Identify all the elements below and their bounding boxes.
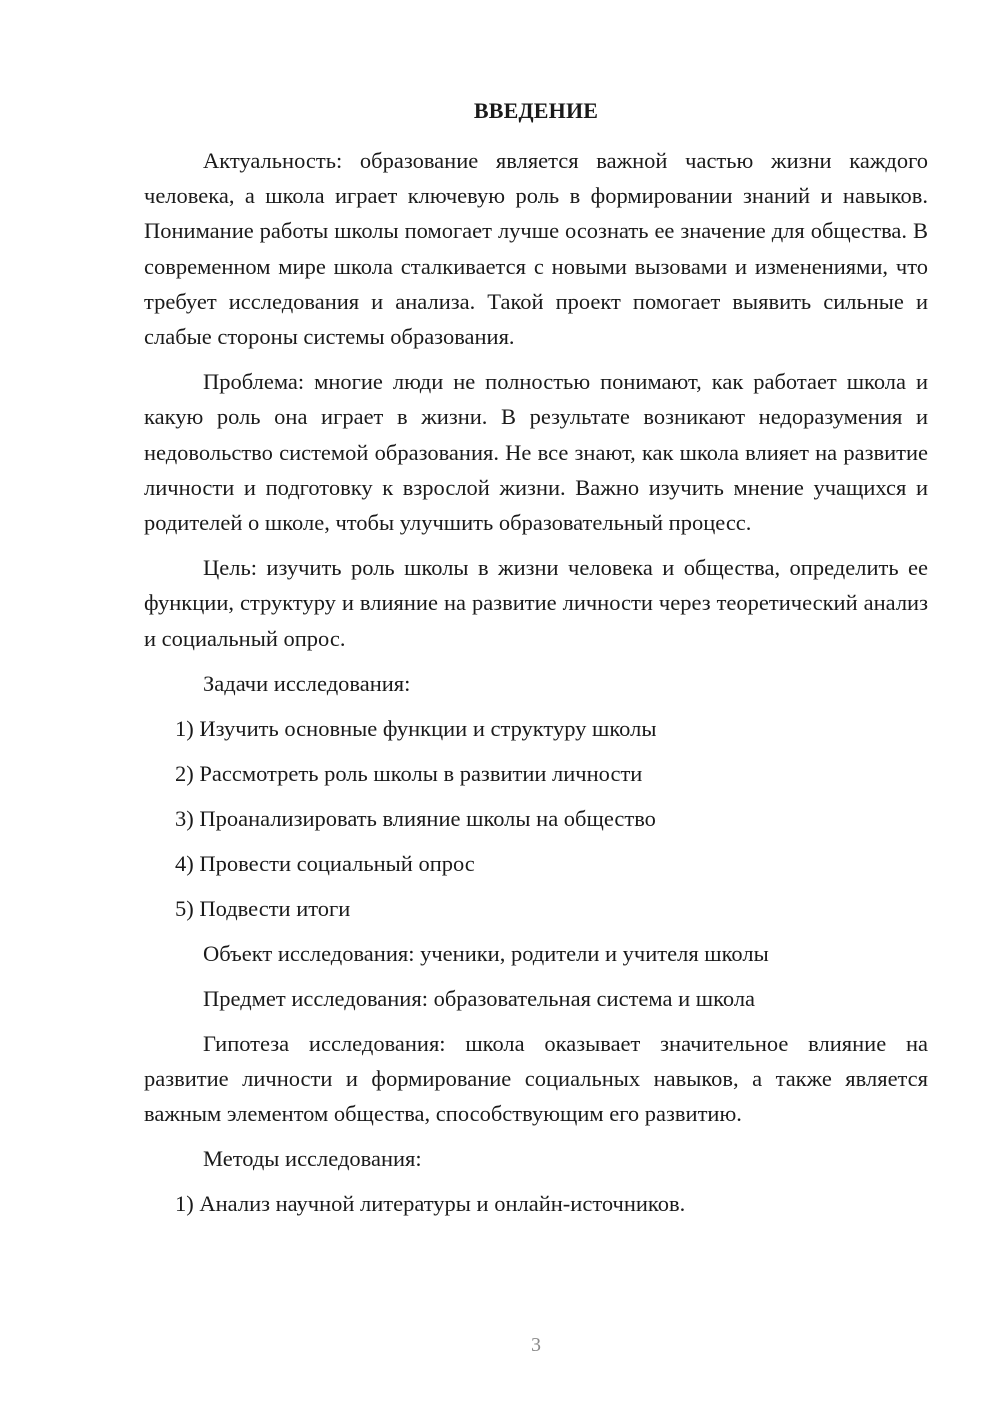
- research-object: Объект исследования: ученики, родители и учителя школы: [203, 940, 769, 966]
- method-item: 1) Анализ научной литературы и онлайн-источников.: [175, 1191, 686, 1217]
- paragraph-problem: Проблема: многие люди не полностью понимают, как работает школа и какую роль она играет в жизни. В результате возникают недоразумения и недовольство системой образования. Не все знают, как школа влияет на развитие личности и подготовку к взрослой жизни. Важно изучить мнение учащихся и родителей о школе, чтобы улучшить образовательный процесс.: [144, 369, 928, 536]
- task-item: 5) Подвести итоги: [175, 895, 351, 921]
- page-number: 3: [531, 1334, 541, 1356]
- section-heading: ВВЕДЕНИЕ: [473, 98, 599, 123]
- task-item: 2) Рассмотреть роль школы в развитии личности: [175, 760, 643, 786]
- task-item: 3) Проанализировать влияние школы на общество: [175, 805, 656, 831]
- paragraph-relevance: Актуальность: образование является важной частью жизни каждого человека, а школа играет ключевую роль в формировании знаний и навыков. Понимание работы школы помогает лучше осознать ее значение для общества. В современном мире школа сталкивается с новыми вызовами и изменениями, что требует исследования и анализа. Такой проект помогает выявить сильные и слабые стороны системы образования.: [144, 148, 928, 350]
- paragraph-hypothesis: Гипотеза исследования: школа оказывает значительное влияние на развитие личности и формирование социальных навыков, а также является важным элементом общества, способствующим его развитию.: [144, 1030, 928, 1127]
- research-subject: Предмет исследования: образовательная система и школа: [203, 985, 756, 1011]
- tasks-title: Задачи исследования:: [203, 670, 411, 696]
- methods-title: Методы исследования:: [203, 1146, 422, 1172]
- paragraph-goal: Цель: изучить роль школы в жизни человека и общества, определить ее функции, структуру и влияние на развитие личности через теоретический анализ и социальный опрос.: [144, 555, 928, 651]
- task-item: 4) Провести социальный опрос: [175, 850, 475, 876]
- task-item: 1) Изучить основные функции и структуру школы: [175, 715, 657, 741]
- body-text: [144, 143, 928, 1221]
